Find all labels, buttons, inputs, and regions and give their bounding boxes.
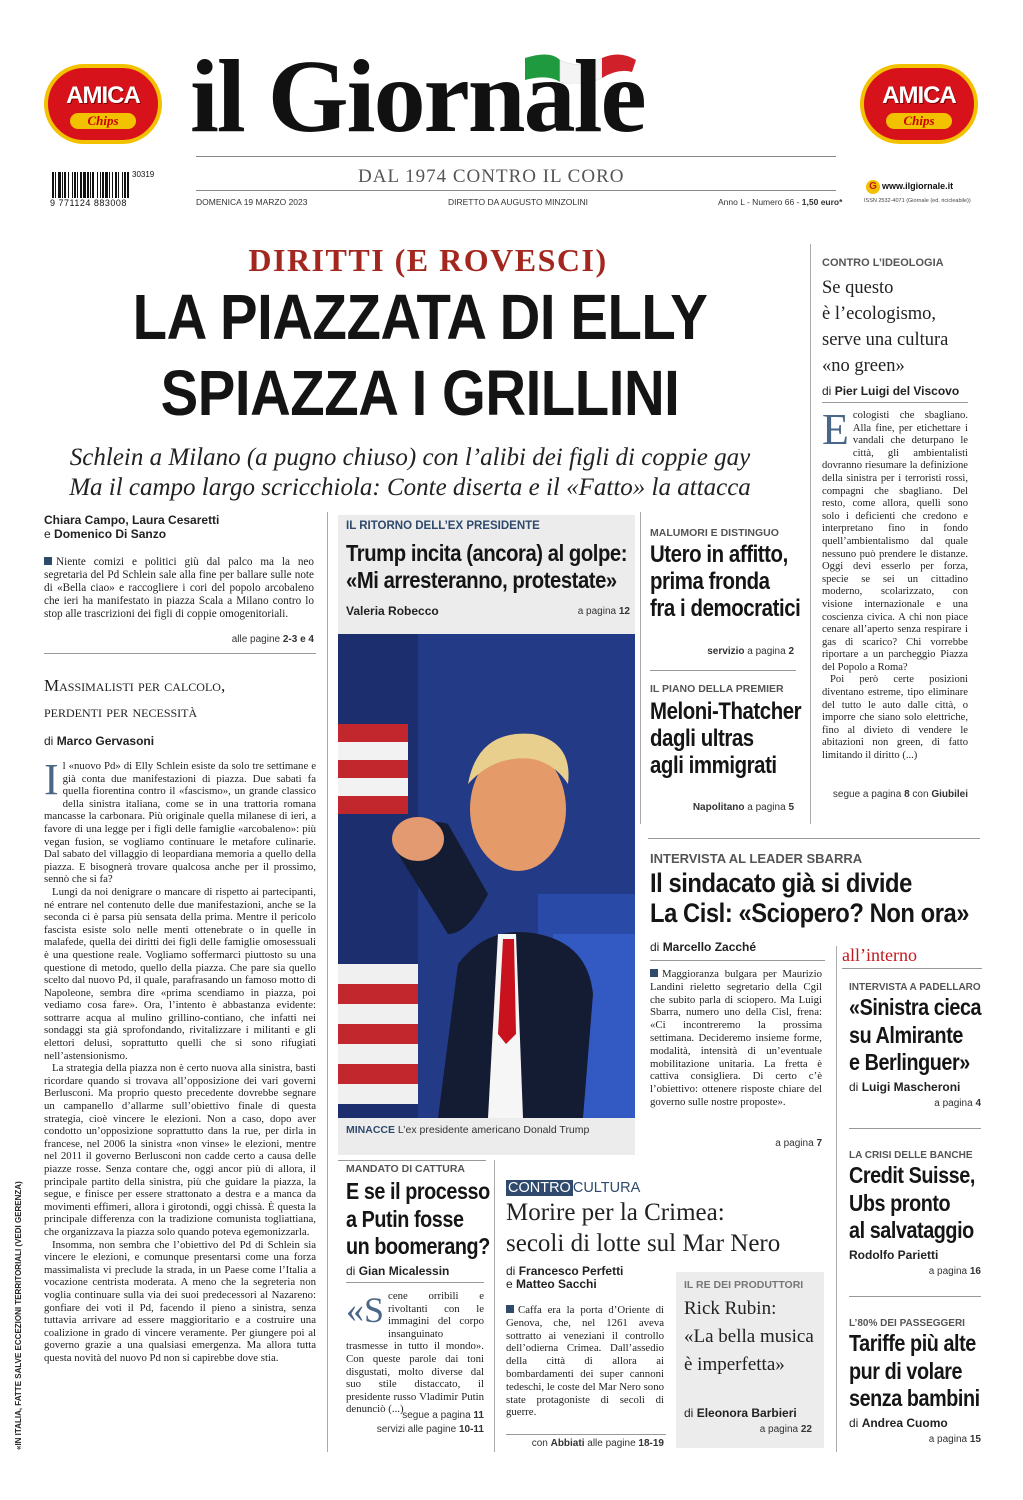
bullet-square-icon [650, 969, 658, 977]
crimea-ref-pre: con [531, 1438, 548, 1449]
bullet-square-icon [44, 557, 52, 565]
sbarra-author: Marcello Zacché [662, 940, 757, 954]
interno-author: Rodolfo Parietti [849, 1248, 939, 1262]
rubin-kicker: IL RE DEI PRODUTTORI [684, 1279, 804, 1291]
trump-kicker: IL RITORNO DELL’EX PRESIDENTE [346, 520, 540, 532]
ecologia-kicker: CONTRO L’IDEOLOGIA [822, 257, 944, 269]
crimea-headline [506, 1197, 836, 1259]
ecologia-ref-name: Giubilei [931, 789, 968, 800]
editorial-p4: Insomma, non sembra che l’obiettivo del Pd di Schlein sia vincere le elezioni, e comunque presentarsi come una forza massimalista vi preclude la strada, in un Paese come l’Italia a vocazione centrista moderata. A meno che la segreteria non voglia continuare sulla via dei suoi predecessori al Nazareno: gonfiare dei voti il Pd, facendo il pieno a sinistra, senza tuttavia arrivare ad essere maggioritario e a costruire una coalizione in grado di vincere veramente. Per giungere poi al governo grazie a una qualsiasi emergenza. Ma allora tutta questa novità del nuovo Pd non si capirebbe dove stia. [44, 1238, 316, 1364]
crimea-ref[interactable]: 18-19 [638, 1438, 664, 1449]
putin-headline [346, 1178, 492, 1261]
utero-ref-pre: servizio [707, 646, 745, 657]
crimea-tag [506, 1180, 640, 1196]
interno-headline-3[interactable]: e Berlinguer» [849, 1049, 970, 1075]
interno-kicker: LA CRISI DELLE BANCHE [849, 1150, 973, 1161]
crimea-tag-2: CULTURA [572, 1180, 641, 1196]
meloni-headline [650, 698, 803, 779]
putin-headline-2[interactable]: a Putin fosse [346, 1205, 464, 1232]
ecologia-title-4[interactable]: «no green» [822, 356, 905, 376]
editorial-body [44, 755, 316, 1365]
interno-headline-2[interactable]: su Almirante [849, 1021, 963, 1048]
interno-author: Andrea Cuomo [861, 1416, 948, 1430]
crimea-body [506, 1304, 664, 1419]
lead-kicker: DIRITTI (E ROVESCI) [248, 242, 608, 278]
amica-ad-left[interactable] [44, 64, 162, 144]
rubin-by-pre: di [684, 1406, 694, 1420]
interno-ref[interactable]: 16 [969, 1266, 981, 1277]
lead-headline-1[interactable]: LA PIAZZATA DI ELLY [132, 281, 708, 353]
lead-headline-2[interactable]: SPIAZZA I GRILLINI [160, 357, 680, 429]
utero-ref[interactable]: 2 [788, 646, 794, 657]
crimea-author-2: Matteo Sacchi [516, 1277, 597, 1291]
ecologia-title [822, 275, 982, 379]
trump-ref[interactable]: 12 [618, 606, 630, 617]
ecologia-title-2[interactable]: è l’ecologismo, [822, 304, 937, 324]
masthead-director: DIRETTO DA AUGUSTO MINZOLINI [448, 197, 588, 207]
crimea-ref-name: Abbiati [550, 1438, 585, 1449]
masthead-price: 1,50 euro* [801, 197, 843, 207]
sbarra-headline-1[interactable]: Il sindacato già si divide [650, 868, 912, 898]
rubin-author: Eleonora Barbieri [696, 1406, 797, 1420]
lead-ref[interactable]: 2-3 e 4 [282, 634, 314, 645]
interno-kicker: INTERVISTA A PADELLARO [849, 982, 981, 993]
bullet-square-icon [506, 1305, 514, 1313]
putin-ref2-pre: servizi alle pagine [376, 1424, 457, 1435]
interno-headline-2[interactable]: Ubs pronto [849, 1189, 951, 1216]
masthead-date: DOMENICA 19 MARZO 2023 [196, 197, 308, 207]
ecologia-author: Pier Luigi del Viscovo [834, 384, 960, 398]
putin-body [346, 1290, 484, 1416]
crimea-author-1: Francesco Perfetti [518, 1264, 624, 1278]
meloni-headline-3[interactable]: agli immigrati [650, 752, 777, 779]
sbarra-text: Maggioranza bulgara per Maurizio Landini rieletto segretario della Cgil che subito parla di sciopero. Ma Luigi Sbarra, numero uno della Cisl, frena: «Ci incontreremo la prossima settimana. Decideremo insieme forme, modalità, intensità di un’eventuale mobilitazione unitaria. La fretta è cattiva consigliera. Di certo c’è l’obiettivo: ottenere risposte chiare del governo sulle nostre proposte». [650, 968, 822, 1108]
barcode-number: 9 771124 883008 [50, 198, 127, 208]
interno-headline [849, 1162, 995, 1245]
ecologia-title-1[interactable]: Se questo [822, 278, 894, 298]
lead-summary-text: Niente comizi e politici giù dal palco ma la neo segretaria del Pd Schlein sale alla fine per ballare sulle note di «Bella ciao» e raccogliere i cori del popolo arcobaleno che ieri ha manifestato in piazza Scala a Milano contro lo stop alle trascrizioni dei figli di coppie omogenitoriali. [44, 556, 314, 621]
trump-caption-label: MINACCE [346, 1124, 395, 1136]
interno-ref[interactable]: 4 [975, 1098, 981, 1109]
editorial-p3: La strategia della piazza non è certo nuova alla sinistra, basti ricordare quando si trovava all’opposizione dei vari governi Berlusconi. Ma proprio questo precedente dovrebbe segnare un campanello d’allarme sull’obiettivo finale di questa strategia, cioè vincere le elezioni. Non a caso, dopo aver condotto un’opposizione soprattutto dans la rue, per dirla in francese, nel 2006 la sinistra «non vinse» le elezioni, mentre nel 2011 il governo Berlusconi non cadde certo a causa delle piazze rosse. Senza contare che, oggi ancor più di allora, il principale partito della sinistra, più che guidare la piazza, la segue, e finisce per essere strattonato a destra e a manca da movimenti effimeri, allora i girotondi, oggi chissà. È questa la principale differenza con la tradizione comunista togliattiana, che organizzava la piazza solo quando poteva egemonizzarla. [44, 1062, 316, 1238]
utero-headline-1[interactable]: Utero in affitto, [650, 541, 788, 568]
meloni-ref[interactable]: 5 [788, 802, 794, 813]
interno-headline [849, 994, 995, 1077]
masthead-title: il Giornale [190, 39, 645, 154]
sbarra-ref[interactable]: 7 [816, 1138, 822, 1149]
crimea-ref-mid: alle pagine [587, 1438, 636, 1449]
editorial-by-pre: di [44, 734, 54, 748]
sbarra-body [650, 968, 822, 1109]
sbarra-kicker: INTERVISTA AL LEADER SBARRA [650, 851, 863, 866]
meloni-headline-2[interactable]: dagli ultras [650, 725, 754, 752]
issn-text: ISSN 2532-4071 (Giornale (ed. ricicleabile)) [864, 198, 971, 204]
interno-label: all’interno [842, 945, 917, 965]
interno-ref[interactable]: 15 [969, 1434, 981, 1445]
trump-photo-illustration [338, 634, 635, 1118]
utero-headline-3[interactable]: fra i democratici [650, 595, 801, 622]
amica-ad-right[interactable] [860, 64, 978, 144]
ad-brand: AMICA [66, 82, 140, 109]
interno-by-pre: di [849, 1416, 859, 1430]
sbarra-by-pre: di [650, 940, 660, 954]
editorial-title-1[interactable]: Massimalisti per calcolo, [44, 676, 226, 695]
meloni-headline-1[interactable]: Meloni-Thatcher [650, 698, 802, 725]
utero-headline-2[interactable]: prima fronda [650, 568, 770, 595]
putin-headline-1[interactable]: E se il processo [346, 1178, 490, 1204]
meloni-ref-pre: Napolitano [692, 802, 745, 813]
crimea-tag-1: CONTRO [508, 1180, 571, 1196]
trump-byline: Valeria Robecco [346, 604, 439, 618]
putin-kicker: MANDATO DI CATTURA [346, 1163, 465, 1175]
ad-sub: Chips [886, 113, 952, 129]
interno-headline [849, 1330, 995, 1413]
interno-ref-pre: a pagina [928, 1266, 968, 1277]
trump-photo[interactable] [338, 634, 635, 1118]
crimea-headline-1[interactable]: Morire per la Crimea: [506, 1199, 725, 1226]
interno-headline-3[interactable]: senza bambini [849, 1385, 980, 1411]
ecologia-title-3[interactable]: serve una cultura [822, 330, 949, 350]
sbarra-headline-2[interactable]: La Cisl: «Sciopero? Non ora» [650, 898, 970, 928]
ecologia-dropcap: E [822, 405, 849, 454]
putin-ref1[interactable]: 11 [473, 1410, 484, 1421]
ecologia-body [822, 405, 968, 763]
rubin-title-3[interactable]: è imperfetta» [684, 1354, 785, 1375]
interno-kicker: L’80% DEI PASSEGGERI [849, 1318, 965, 1329]
lead-byline-1: Chiara Campo, Laura Cesaretti [44, 513, 220, 527]
interno-headline-1[interactable]: «Sinistra cieca [849, 994, 982, 1020]
ecologia-p2: Poi però certe posizioni diventano estreme, tipo eliminare del tutto le auto dalle città, o imporre che siano solo elettriche, fino al divieto di vendere le abitazioni non green, di fatto limitando il diritto (...) [822, 674, 968, 762]
meloni-ref-mid: a pagina [747, 802, 786, 813]
ecologia-ref-pre: segue a pagina [832, 789, 902, 800]
lead-summary [44, 556, 314, 621]
utero-kicker: MALUMORI E DISTINGUO [650, 527, 779, 539]
rubin-ref[interactable]: 22 [800, 1424, 812, 1435]
putin-text: cene orribili e rivoltanti con le immagini del corpo insanguinato trasmesse in tutto il mondo». Con queste parole dai toni disgustati, molto diverse dal suo stile distaccato, il presidente russo Vladimir Putin denunciò (...) [346, 1290, 484, 1416]
trump-ref-pre: a pagina [577, 606, 617, 617]
interno-by-pre: di [849, 1080, 859, 1094]
lead-subhead-1: Schlein a Milano (a pugno chiuso) con l’alibi dei figli di coppie gay [69, 444, 751, 471]
utero-headline [650, 541, 803, 622]
ecologia-ref[interactable]: 8 [904, 789, 910, 800]
barcode-top: 30319 [132, 170, 155, 179]
crimea-by-2-pre: e [506, 1277, 513, 1291]
putin-dropcap: «S [346, 1290, 385, 1330]
trump-headline[interactable]: Trump incita (ancora) al golpe: «Mi arresteranno, protestate» [346, 540, 628, 593]
masthead-motto: DAL 1974 CONTRO IL CORO [358, 166, 625, 187]
lead-byline-conj: e [44, 527, 51, 541]
putin-ref1-pre: segue a pagina [402, 1410, 471, 1421]
website-link[interactable]: www.ilgiornale.it [882, 181, 954, 191]
sbarra-headline [650, 868, 976, 928]
editorial-author: Marco Gervasoni [56, 734, 155, 748]
sbarra-ref-pre: a pagina [775, 1138, 814, 1149]
ecologia-ref-post: con [912, 789, 929, 800]
putin-headline-3[interactable]: un boomerang? [346, 1233, 490, 1259]
lead-subhead-2: Ma il campo largo scricchiola: Conte diserta e il «Fatto» la attacca [69, 474, 751, 501]
ad-brand: AMICA [882, 82, 956, 109]
lead-byline-2: Domenico Di Sanzo [54, 527, 167, 541]
crimea-by-pre: di [506, 1264, 516, 1278]
giornale-g-icon: G [866, 180, 880, 194]
interno-headline-1[interactable]: Credit Suisse, [849, 1162, 975, 1188]
rubin-title [684, 1295, 824, 1379]
ecologia-p1: cologisti che sbagliano. Alla fine, per etichettare i vandali che deturpano le città, gli ambientalisti dovranno riesumare la definizione della sinistra per i terroristi rossi, compagni che sbagliano. Del resto, come allora, quelli sono solo i deficienti che credono e interpretano fino in fondo quell’ambientalismo dal quale nessuno può prendere le distanze. Oggi devi esserlo per forza, specie se sei un cittadino moderno, scolarizzato, con visione internazionale e una coscienza civica. A chi non piace cenare all’aperto senza respirare i gas di scarico? Chi vorrebbe riportare a un parcheggio Piazza del Popolo a Roma? [822, 410, 968, 673]
meloni-kicker: IL PIANO DELLA PREMIER [650, 683, 784, 695]
ecologia-by-pre: di [822, 384, 832, 398]
editorial-p2: Lungi da noi denigrare o mancare di rispetto ai partecipanti, né entrare nel contenuto delle due manifestazioni, anche se la seconda ci è parsa più sensata della prima. Mentre il pericolo fascista esiste solo nelle menti ottenebrate o in quelle in malafede, quella dei diritti dei figli delle famiglie omosessuali è una questione reale. Vogliamo soffermarci piuttosto su una questione di metodo, quello della piazza. Che pare sia quello scelto dal nuovo Pd, il quale, parafrasando un famoso motto di Napoleone, sembra dire «prima scendiamo in piazza, poi vediamo cosa fare». Ora, l’intento è abbastanza evidente: sottrarre acqua al mulino grillino-contiano, che infatti nei sondaggi sta già sprofondando, rivitalizzare i militanti e gli elettori delusi, soprattutto quelli che si sono rifugiati nell’astensionismo. [44, 885, 316, 1062]
rubin-title-2[interactable]: «La bella musica [684, 1326, 814, 1347]
trump-caption: L’ex presidente americano Donald Trump [397, 1124, 590, 1136]
ad-sub: Chips [70, 113, 136, 129]
interno-author: Luigi Mascheroni [861, 1080, 961, 1094]
interno-headline-2[interactable]: pur di volare [849, 1357, 963, 1384]
crimea-text: Caffa era la porta d’Oriente di Genova, che, nel 1261 aveva sottratto ai veneziani il controllo dell’odierna Crimea. Dall’assedio della città di allora ai bombardamenti dei super cannoni tedeschi, le coste del Mar Nero sono state protagoniste di secoli di guerre. [506, 1304, 664, 1419]
utero-ref-mid: a pagina [747, 646, 786, 657]
rubin-ref-pre: a pagina [759, 1424, 799, 1435]
interno-headline-3[interactable]: al salvataggio [849, 1217, 974, 1243]
crimea-headline-2[interactable]: secoli di lotte sul Mar Nero [506, 1230, 781, 1257]
rubin-title-1[interactable]: Rick Rubin: [684, 1298, 777, 1319]
side-vertical-note: «IN ITALIA, FATTE SALVE ECCEZIONI TERRITORIALI (VEDI GERENZA) [14, 1181, 23, 1450]
editorial-title-2[interactable]: perdenti per necessità [44, 702, 198, 721]
lead-ref-pre: alle pagine [231, 634, 281, 645]
editorial-p1: l «nuovo Pd» di Elly Schlein esiste da solo tre settimane e già conta due manifestazioni di piazza. Due sabati fa quella fiorentina contro il «fascismo», un grande classico della sinistra italiana, come se in una trattoria romana mancasse la carbonara. Più originale quella milanese di ieri, a favore di una legge per i figli delle famiglie «arcobaleno»: più vegan fusion, se vogliamo continuare le metafore culinarie. Dal sabato del villaggio di leopardiana memoria a quello della piazza. E bisognerà trovare qualcosa anche per il prossimo, sennò che si fa? [44, 760, 316, 886]
putin-by-pre: di [346, 1264, 356, 1278]
putin-ref2[interactable]: 10-11 [458, 1424, 484, 1435]
interno-ref-pre: a pagina [934, 1098, 973, 1109]
putin-author: Gian Micalessin [358, 1264, 450, 1278]
masthead-issue: Anno L - Numero 66 - [718, 197, 800, 207]
interno-ref-pre: a pagina [928, 1434, 968, 1445]
interno-headline-1[interactable]: Tariffe più alte [849, 1330, 976, 1356]
editorial-dropcap: I [44, 755, 59, 804]
